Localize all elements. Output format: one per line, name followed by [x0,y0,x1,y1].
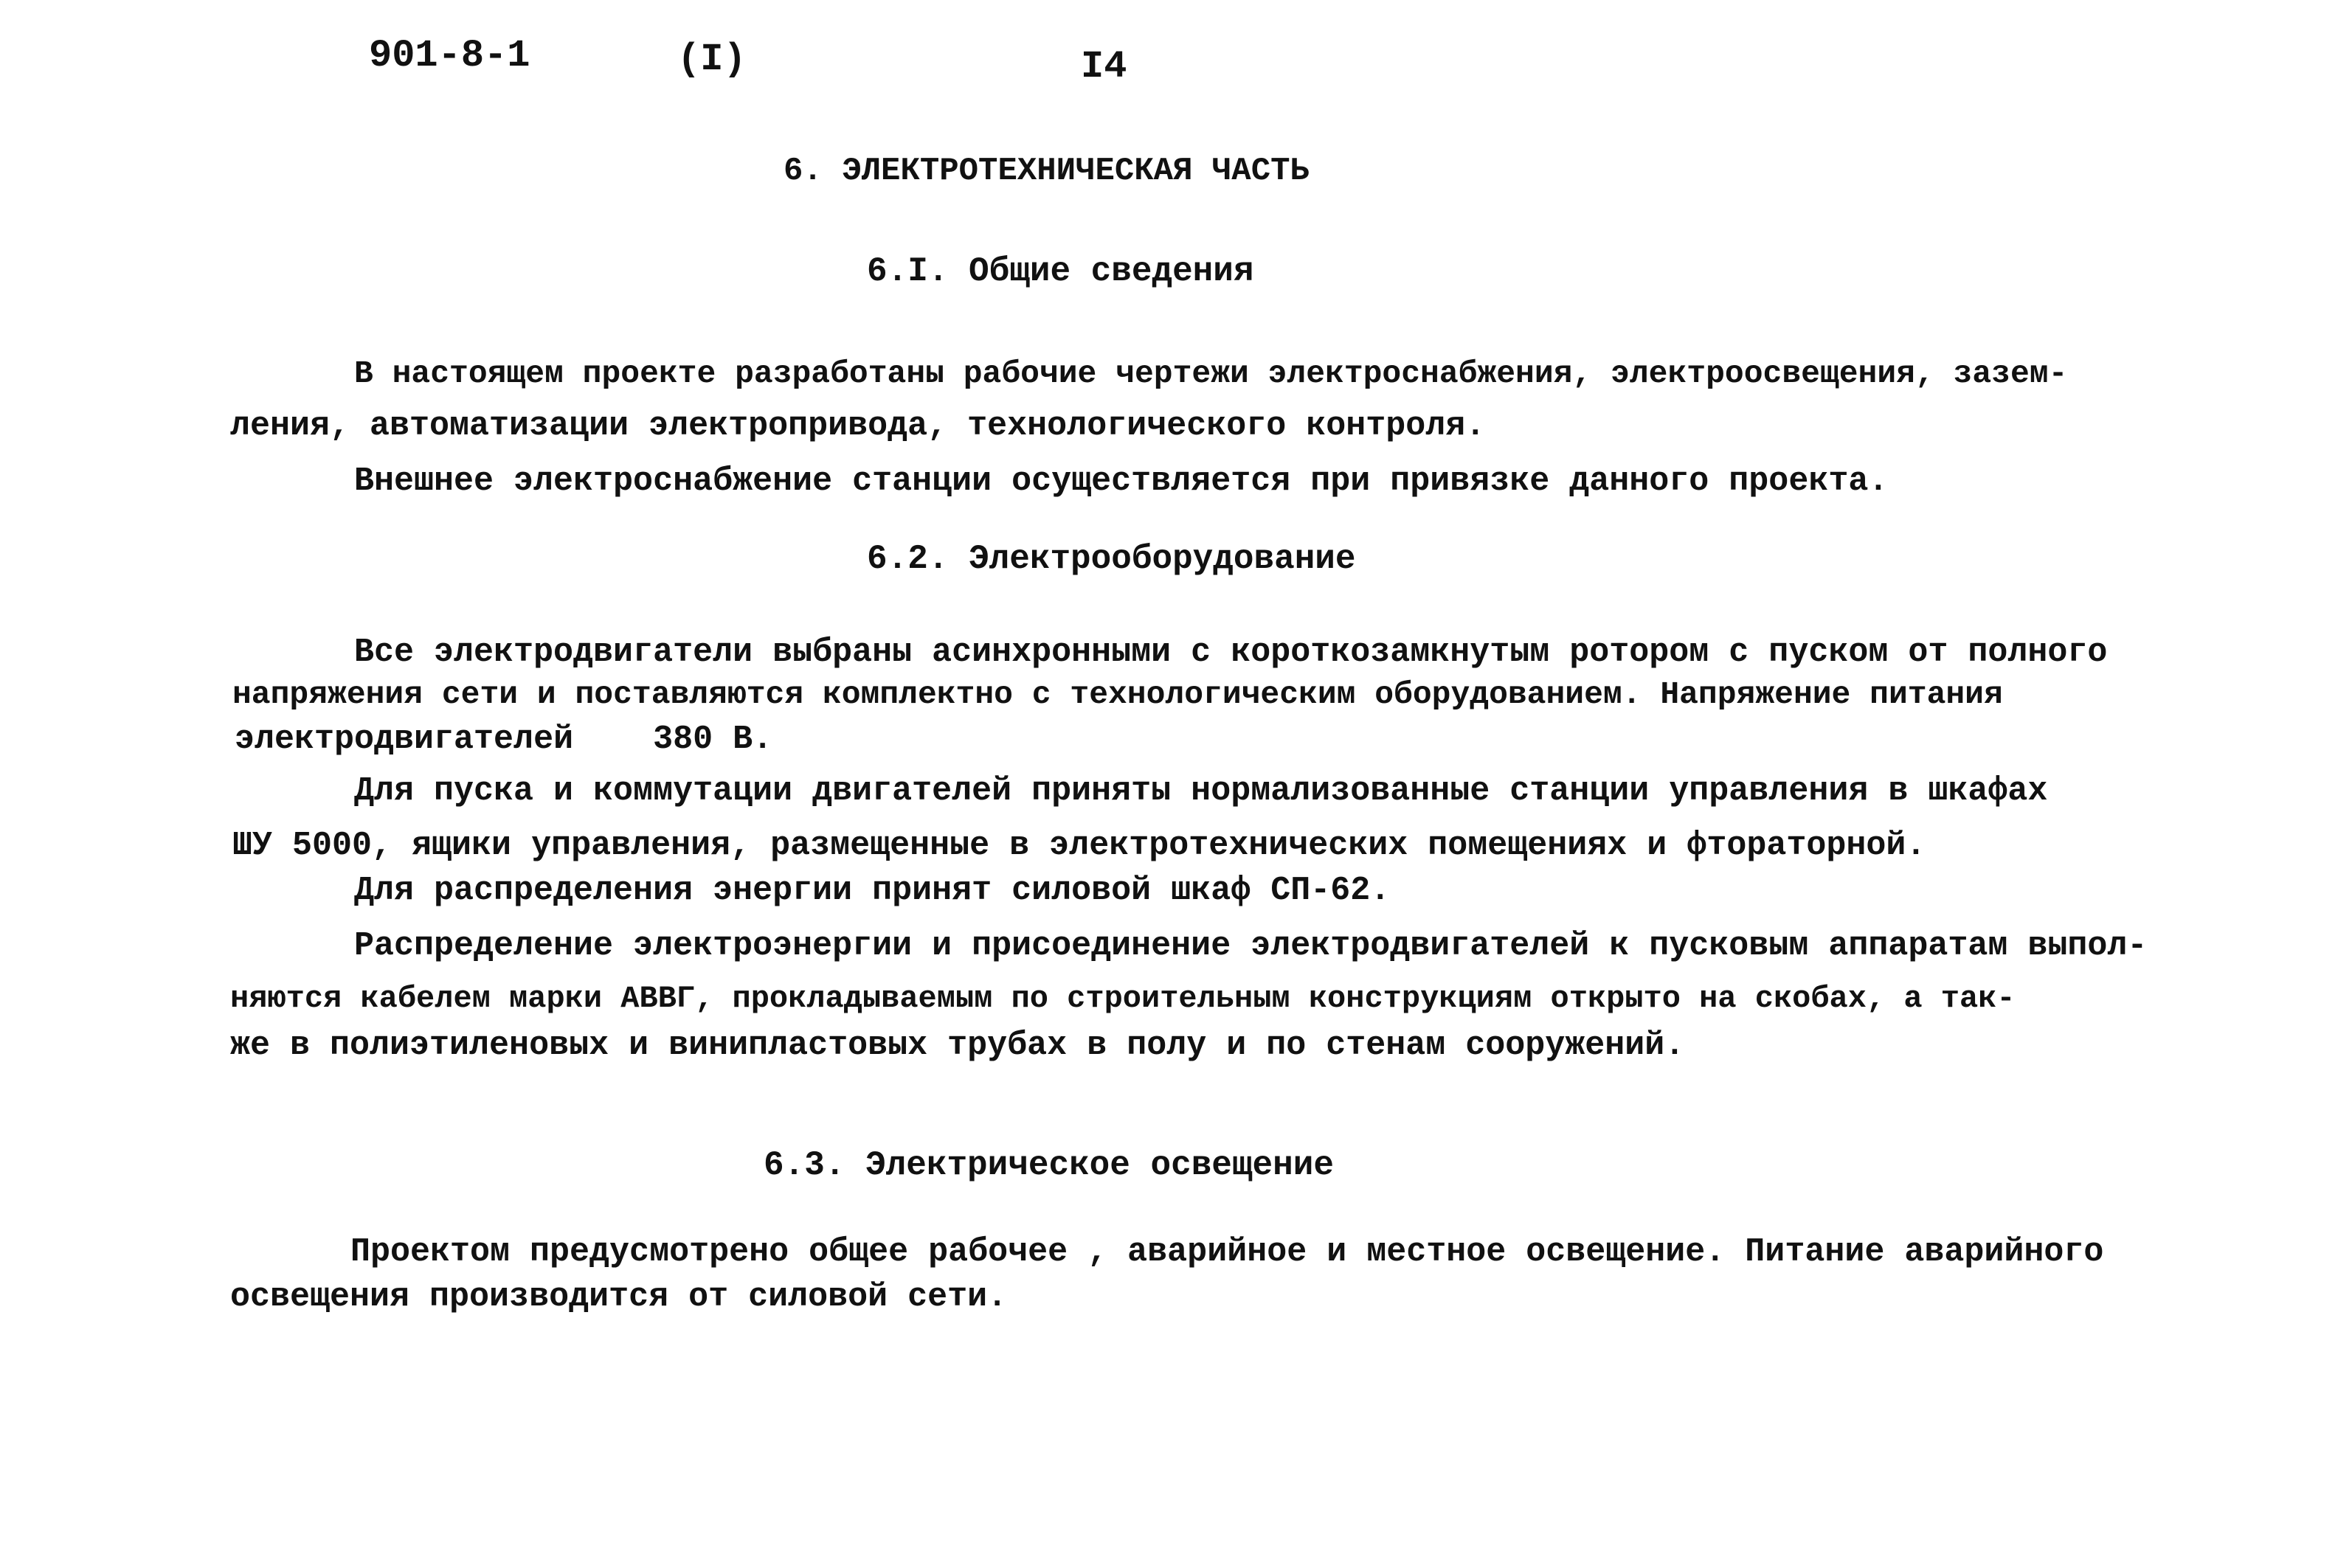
text-line: В настоящем проекте разработаны рабочие чертежи электроснабжения, электроосвещения, зазем- [354,355,2068,392]
heading-6-2: 6.2. Электрооборудование [867,540,1356,578]
heading-6-3: 6.3. Электрическое освещение [764,1146,1334,1184]
section-title: 6. ЭЛЕКТРОТЕХНИЧЕСКАЯ ЧАСТЬ [784,153,1310,190]
text-line: Распределение электроэнергии и присоединение электродвигателей к пусковым аппаратам выпол- [354,927,2148,965]
text-line: электродвигателей 380 В. [235,721,773,758]
doc-code: 901-8-1 [369,34,530,77]
text-line: же в полиэтиленовых и винипластовых трубах в полу и по стенам сооружений. [230,1027,1685,1064]
text-line: Для распределения энергии принят силовой шкаф СП-62. [354,872,1391,909]
part-number: (I) [677,38,747,81]
text-line: ления, автоматизации электропривода, технологического контроля. [230,407,1486,445]
text-line: Все электродвигатели выбраны асинхронными с короткозамкнутым ротором с пуском от полного [354,634,2108,671]
text-line: Внешнее электроснабжение станции осуществляется при привязке данного проекта. [354,462,1889,500]
text-line: напряжения сети и поставляются комплектно с технологическим оборудованием. Напряжение питания [232,676,2003,712]
page-number: I4 [1081,45,1127,89]
text-line: Для пуска и коммутации двигателей приняты нормализованные станции управления в шкафах [354,772,2048,810]
heading-6-1: 6.I. Общие сведения [867,252,1254,291]
text-line: Проектом предусмотрено общее рабочее , аварийное и местное освещение. Питание аварийного [350,1233,2104,1271]
text-line: освещения производится от силовой сети. [230,1278,1008,1316]
text-line: ШУ 5000, ящики управления, размещенные в электротехнических помещениях и фтораторной. [232,827,1926,864]
text-line: няются кабелем марки АВВГ, прокладываемым по строительным конструкциям открыто на скобах, а так- [230,981,2016,1016]
